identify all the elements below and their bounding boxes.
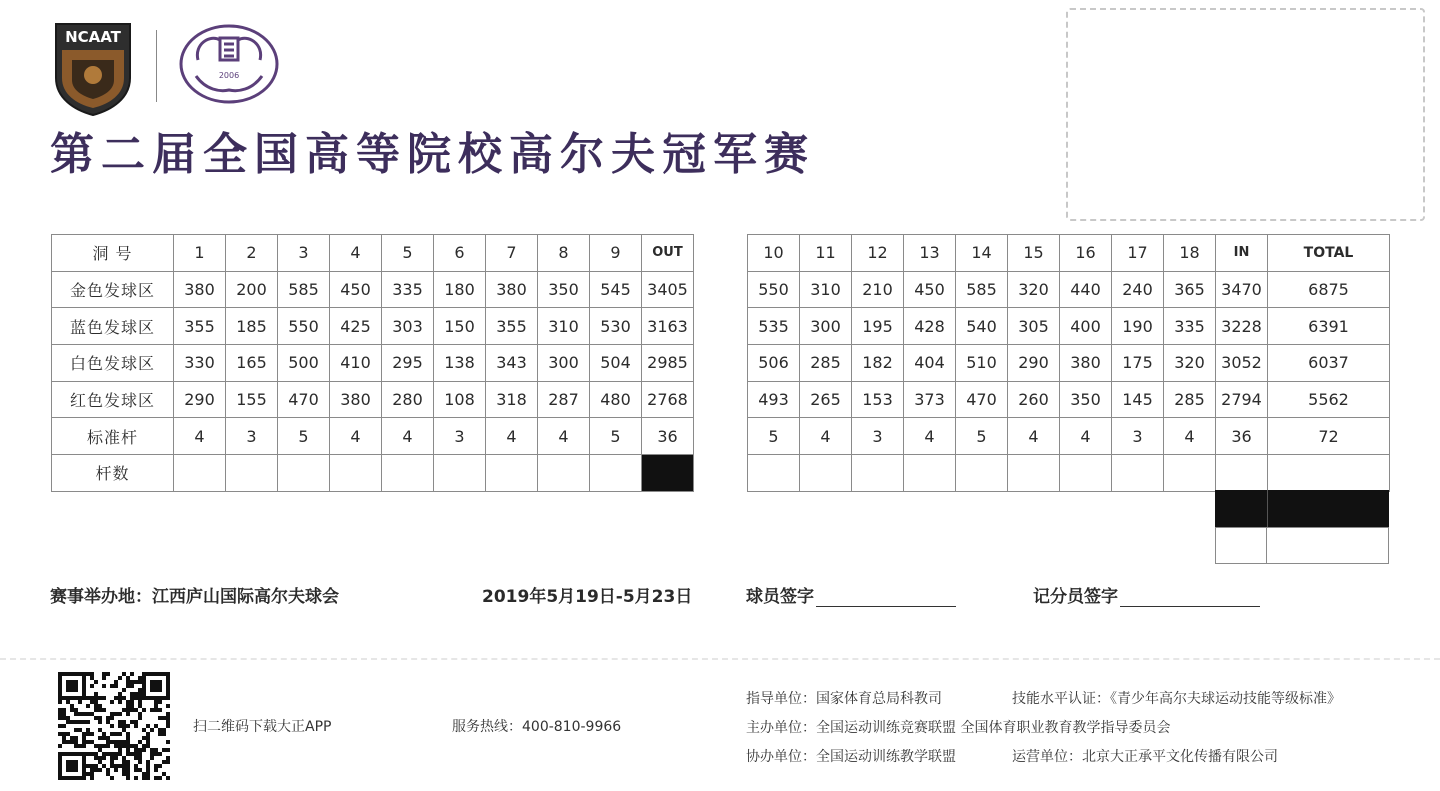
yardage-cell: 4 — [538, 418, 590, 455]
operator-unit: 运营单位：北京大正承平文化传播有限公司 — [1012, 749, 1278, 765]
player-signature — [746, 582, 956, 607]
yardage-cell: 285 — [1164, 381, 1216, 418]
yardage-cell: 4 — [330, 418, 382, 455]
yardage-cell: 428 — [904, 308, 956, 345]
dates-text: 2019年5月19日-5月23日 — [482, 587, 693, 607]
out-total-cell: 3405 — [642, 271, 694, 308]
stroke-entry-cell[interactable] — [278, 455, 330, 492]
yardage-cell: 310 — [800, 271, 852, 308]
hole-number: 8 — [538, 235, 590, 272]
yardage-cell: 5 — [278, 418, 330, 455]
grand-total-cell: 6875 — [1268, 271, 1390, 308]
total-blackout-cell — [1267, 490, 1389, 527]
yardage-cell: 410 — [330, 345, 382, 382]
yardage-cell: 150 — [434, 308, 486, 345]
hole-number: 10 — [748, 235, 800, 272]
yardage-cell: 335 — [382, 271, 434, 308]
yardage-cell: 287 — [538, 381, 590, 418]
hole-number: 6 — [434, 235, 486, 272]
yardage-cell: 290 — [1008, 345, 1060, 382]
front-row — [52, 271, 694, 308]
yardage-cell: 5 — [590, 418, 642, 455]
yardage-cell: 3 — [1112, 418, 1164, 455]
yardage-cell: 535 — [748, 308, 800, 345]
row-label: 金色发球区 — [52, 271, 174, 308]
row-label: 标准杆 — [52, 418, 174, 455]
yardage-cell: 373 — [904, 381, 956, 418]
qr-caption: 扫二维码下载大正APP — [193, 719, 332, 735]
in-strokes-cell[interactable] — [1216, 455, 1268, 492]
in-total-cell: 36 — [1216, 418, 1268, 455]
back-header-row — [748, 235, 1390, 272]
yardage-cell: 4 — [1060, 418, 1112, 455]
row-label: 红色发球区 — [52, 381, 174, 418]
hole-number: 7 — [486, 235, 538, 272]
out-total-cell: 2768 — [642, 381, 694, 418]
yardage-cell: 504 — [590, 345, 642, 382]
certification-text: 技能水平认证：《青少年高尔夫球运动技能等级标准》 — [1012, 691, 1341, 707]
yardage-cell: 108 — [434, 381, 486, 418]
yardage-cell: 153 — [852, 381, 904, 418]
scorer-signature — [1033, 582, 1260, 607]
hole-number: 4 — [330, 235, 382, 272]
yardage-cell: 210 — [852, 271, 904, 308]
yardage-cell: 4 — [904, 418, 956, 455]
back-row — [748, 418, 1390, 455]
yardage-cell: 290 — [174, 381, 226, 418]
back-row — [748, 381, 1390, 418]
yardage-cell: 3 — [434, 418, 486, 455]
yardage-cell: 550 — [748, 271, 800, 308]
front-nine-table — [51, 234, 694, 492]
yardage-cell: 343 — [486, 345, 538, 382]
player-signature-label: 球员签字 — [746, 587, 814, 607]
front-row — [52, 308, 694, 345]
stroke-entry-cell[interactable] — [956, 455, 1008, 492]
stroke-entry-cell[interactable] — [382, 455, 434, 492]
grand-total-cell: 5562 — [1268, 381, 1390, 418]
hole-number: 2 — [226, 235, 278, 272]
stroke-entry-cell[interactable] — [538, 455, 590, 492]
back-strokes-row — [748, 455, 1390, 492]
hole-number-label: 洞 号 — [52, 235, 174, 272]
hole-number: 15 — [1008, 235, 1060, 272]
back-nine-table — [747, 234, 1390, 492]
strokes-label: 杆数 — [52, 455, 174, 492]
stroke-entry-cell[interactable] — [486, 455, 538, 492]
yardage-cell: 180 — [434, 271, 486, 308]
yardage-cell: 404 — [904, 345, 956, 382]
hole-number: 16 — [1060, 235, 1112, 272]
yardage-cell: 585 — [956, 271, 1008, 308]
yardage-cell: 380 — [1060, 345, 1112, 382]
yardage-cell: 585 — [278, 271, 330, 308]
yardage-cell: 545 — [590, 271, 642, 308]
yardage-cell: 265 — [800, 381, 852, 418]
front-row — [52, 418, 694, 455]
stroke-entry-cell[interactable] — [1164, 455, 1216, 492]
yardage-cell: 165 — [226, 345, 278, 382]
yardage-cell: 330 — [174, 345, 226, 382]
yardage-cell: 540 — [956, 308, 1008, 345]
yardage-cell: 320 — [1164, 345, 1216, 382]
seal-year: 2006 — [218, 71, 240, 80]
yardage-cell: 4 — [800, 418, 852, 455]
yardage-cell: 280 — [382, 381, 434, 418]
yardage-cell: 190 — [1112, 308, 1164, 345]
total-final-cell[interactable] — [1266, 527, 1389, 564]
yardage-cell: 305 — [1008, 308, 1060, 345]
yardage-cell: 350 — [1060, 381, 1112, 418]
yardage-cell: 5 — [956, 418, 1008, 455]
yardage-cell: 400 — [1060, 308, 1112, 345]
yardage-cell: 380 — [174, 271, 226, 308]
yardage-cell: 295 — [382, 345, 434, 382]
yardage-cell: 4 — [1164, 418, 1216, 455]
yardage-cell: 425 — [330, 308, 382, 345]
yardage-cell: 4 — [382, 418, 434, 455]
yardage-cell: 450 — [904, 271, 956, 308]
out-total-cell: 2985 — [642, 345, 694, 382]
yardage-cell: 480 — [590, 381, 642, 418]
out-strokes-blackout — [642, 455, 694, 492]
yardage-cell: 380 — [330, 381, 382, 418]
in-total-cell: 2794 — [1216, 381, 1268, 418]
hole-number: 5 — [382, 235, 434, 272]
in-label: IN — [1216, 235, 1268, 272]
yardage-cell: 175 — [1112, 345, 1164, 382]
yardage-cell: 470 — [278, 381, 330, 418]
player-signature-line[interactable] — [816, 589, 956, 607]
yardage-cell: 303 — [382, 308, 434, 345]
yardage-cell: 4 — [486, 418, 538, 455]
co-organizer-unit: 协办单位：全国运动训练教学联盟 — [746, 749, 956, 765]
guidance-unit: 指导单位：国家体育总局科教司 — [746, 691, 942, 707]
total-label: TOTAL — [1268, 235, 1390, 272]
grand-total-cell: 72 — [1268, 418, 1390, 455]
yardage-cell: 4 — [174, 418, 226, 455]
front-header-row — [52, 235, 694, 272]
front-row — [52, 345, 694, 382]
hotline-text: 服务热线：400-810-9966 — [452, 719, 622, 735]
front-row — [52, 381, 694, 418]
stroke-entry-cell[interactable] — [748, 455, 800, 492]
yardage-cell: 335 — [1164, 308, 1216, 345]
yardage-cell: 195 — [852, 308, 904, 345]
out-label: OUT — [642, 235, 694, 272]
yardage-cell: 260 — [1008, 381, 1060, 418]
hole-number: 14 — [956, 235, 1008, 272]
yardage-cell: 365 — [1164, 271, 1216, 308]
organizer-units: 主办单位：全国运动训练竞赛联盟 全国体育职业教育教学指导委员会 — [746, 720, 1171, 736]
yardage-cell: 3 — [852, 418, 904, 455]
hole-number: 13 — [904, 235, 956, 272]
stroke-entry-cell[interactable] — [800, 455, 852, 492]
page-title: 第二届全国高等院校高尔夫冠军赛 — [50, 129, 815, 180]
yardage-cell: 300 — [800, 308, 852, 345]
in-total-cell: 3228 — [1216, 308, 1268, 345]
stroke-entry-cell[interactable] — [590, 455, 642, 492]
yardage-cell: 355 — [174, 308, 226, 345]
yardage-cell: 5 — [748, 418, 800, 455]
out-total-cell: 36 — [642, 418, 694, 455]
yardage-cell: 500 — [278, 345, 330, 382]
stroke-entry-cell[interactable] — [1008, 455, 1060, 492]
yardage-cell: 310 — [538, 308, 590, 345]
hole-number: 3 — [278, 235, 330, 272]
hole-number: 17 — [1112, 235, 1164, 272]
dragon-seal-logo — [176, 20, 282, 106]
back-row — [748, 271, 1390, 308]
scorer-signature-line[interactable] — [1120, 589, 1260, 607]
stroke-entry-cell[interactable] — [226, 455, 278, 492]
yardage-cell: 355 — [486, 308, 538, 345]
front-strokes-row — [52, 455, 694, 492]
yardage-cell: 4 — [1008, 418, 1060, 455]
stroke-entry-cell[interactable] — [904, 455, 956, 492]
yardage-cell: 440 — [1060, 271, 1112, 308]
hole-number: 9 — [590, 235, 642, 272]
yardage-cell: 350 — [538, 271, 590, 308]
yardage-cell: 320 — [1008, 271, 1060, 308]
venue-text: 赛事举办地：江西庐山国际高尔夫球会 — [50, 587, 339, 607]
in-blackout-cell — [1215, 490, 1267, 527]
yardage-cell: 493 — [748, 381, 800, 418]
yardage-cell: 185 — [226, 308, 278, 345]
yardage-cell: 506 — [748, 345, 800, 382]
back-row — [748, 345, 1390, 382]
yardage-cell: 470 — [956, 381, 1008, 418]
ncaat-logo-text: NCAAT — [65, 28, 121, 46]
hole-number: 1 — [174, 235, 226, 272]
ncaat-logo — [52, 20, 134, 116]
out-total-cell: 3163 — [642, 308, 694, 345]
in-final-cell[interactable] — [1215, 527, 1267, 564]
yardage-cell: 318 — [486, 381, 538, 418]
yardage-cell: 450 — [330, 271, 382, 308]
qr-code-icon — [58, 672, 170, 780]
stroke-entry-cell[interactable] — [330, 455, 382, 492]
yardage-cell: 510 — [956, 345, 1008, 382]
yardage-cell: 380 — [486, 271, 538, 308]
stroke-entry-cell[interactable] — [852, 455, 904, 492]
yardage-cell: 240 — [1112, 271, 1164, 308]
yardage-cell: 3 — [226, 418, 278, 455]
row-label: 白色发球区 — [52, 345, 174, 382]
total-summary-block — [1215, 490, 1389, 564]
yardage-cell: 300 — [538, 345, 590, 382]
footer-separator — [0, 658, 1440, 660]
yardage-cell: 530 — [590, 308, 642, 345]
yardage-cell: 155 — [226, 381, 278, 418]
stroke-entry-cell[interactable] — [1112, 455, 1164, 492]
yardage-cell: 200 — [226, 271, 278, 308]
grand-total-cell: 6391 — [1268, 308, 1390, 345]
stroke-entry-cell[interactable] — [1060, 455, 1112, 492]
back-row — [748, 308, 1390, 345]
total-strokes-cell[interactable] — [1268, 455, 1390, 492]
logo-divider — [156, 30, 157, 102]
photo-placeholder — [1066, 8, 1425, 221]
yardage-cell: 138 — [434, 345, 486, 382]
yardage-cell: 285 — [800, 345, 852, 382]
hole-number: 18 — [1164, 235, 1216, 272]
hole-number: 12 — [852, 235, 904, 272]
hole-number: 11 — [800, 235, 852, 272]
in-total-cell: 3470 — [1216, 271, 1268, 308]
row-label: 蓝色发球区 — [52, 308, 174, 345]
stroke-entry-cell[interactable] — [174, 455, 226, 492]
yardage-cell: 145 — [1112, 381, 1164, 418]
in-total-cell: 3052 — [1216, 345, 1268, 382]
grand-total-cell: 6037 — [1268, 345, 1390, 382]
stroke-entry-cell[interactable] — [434, 455, 486, 492]
scorer-signature-label: 记分员签字 — [1033, 587, 1118, 607]
yardage-cell: 182 — [852, 345, 904, 382]
yardage-cell: 550 — [278, 308, 330, 345]
